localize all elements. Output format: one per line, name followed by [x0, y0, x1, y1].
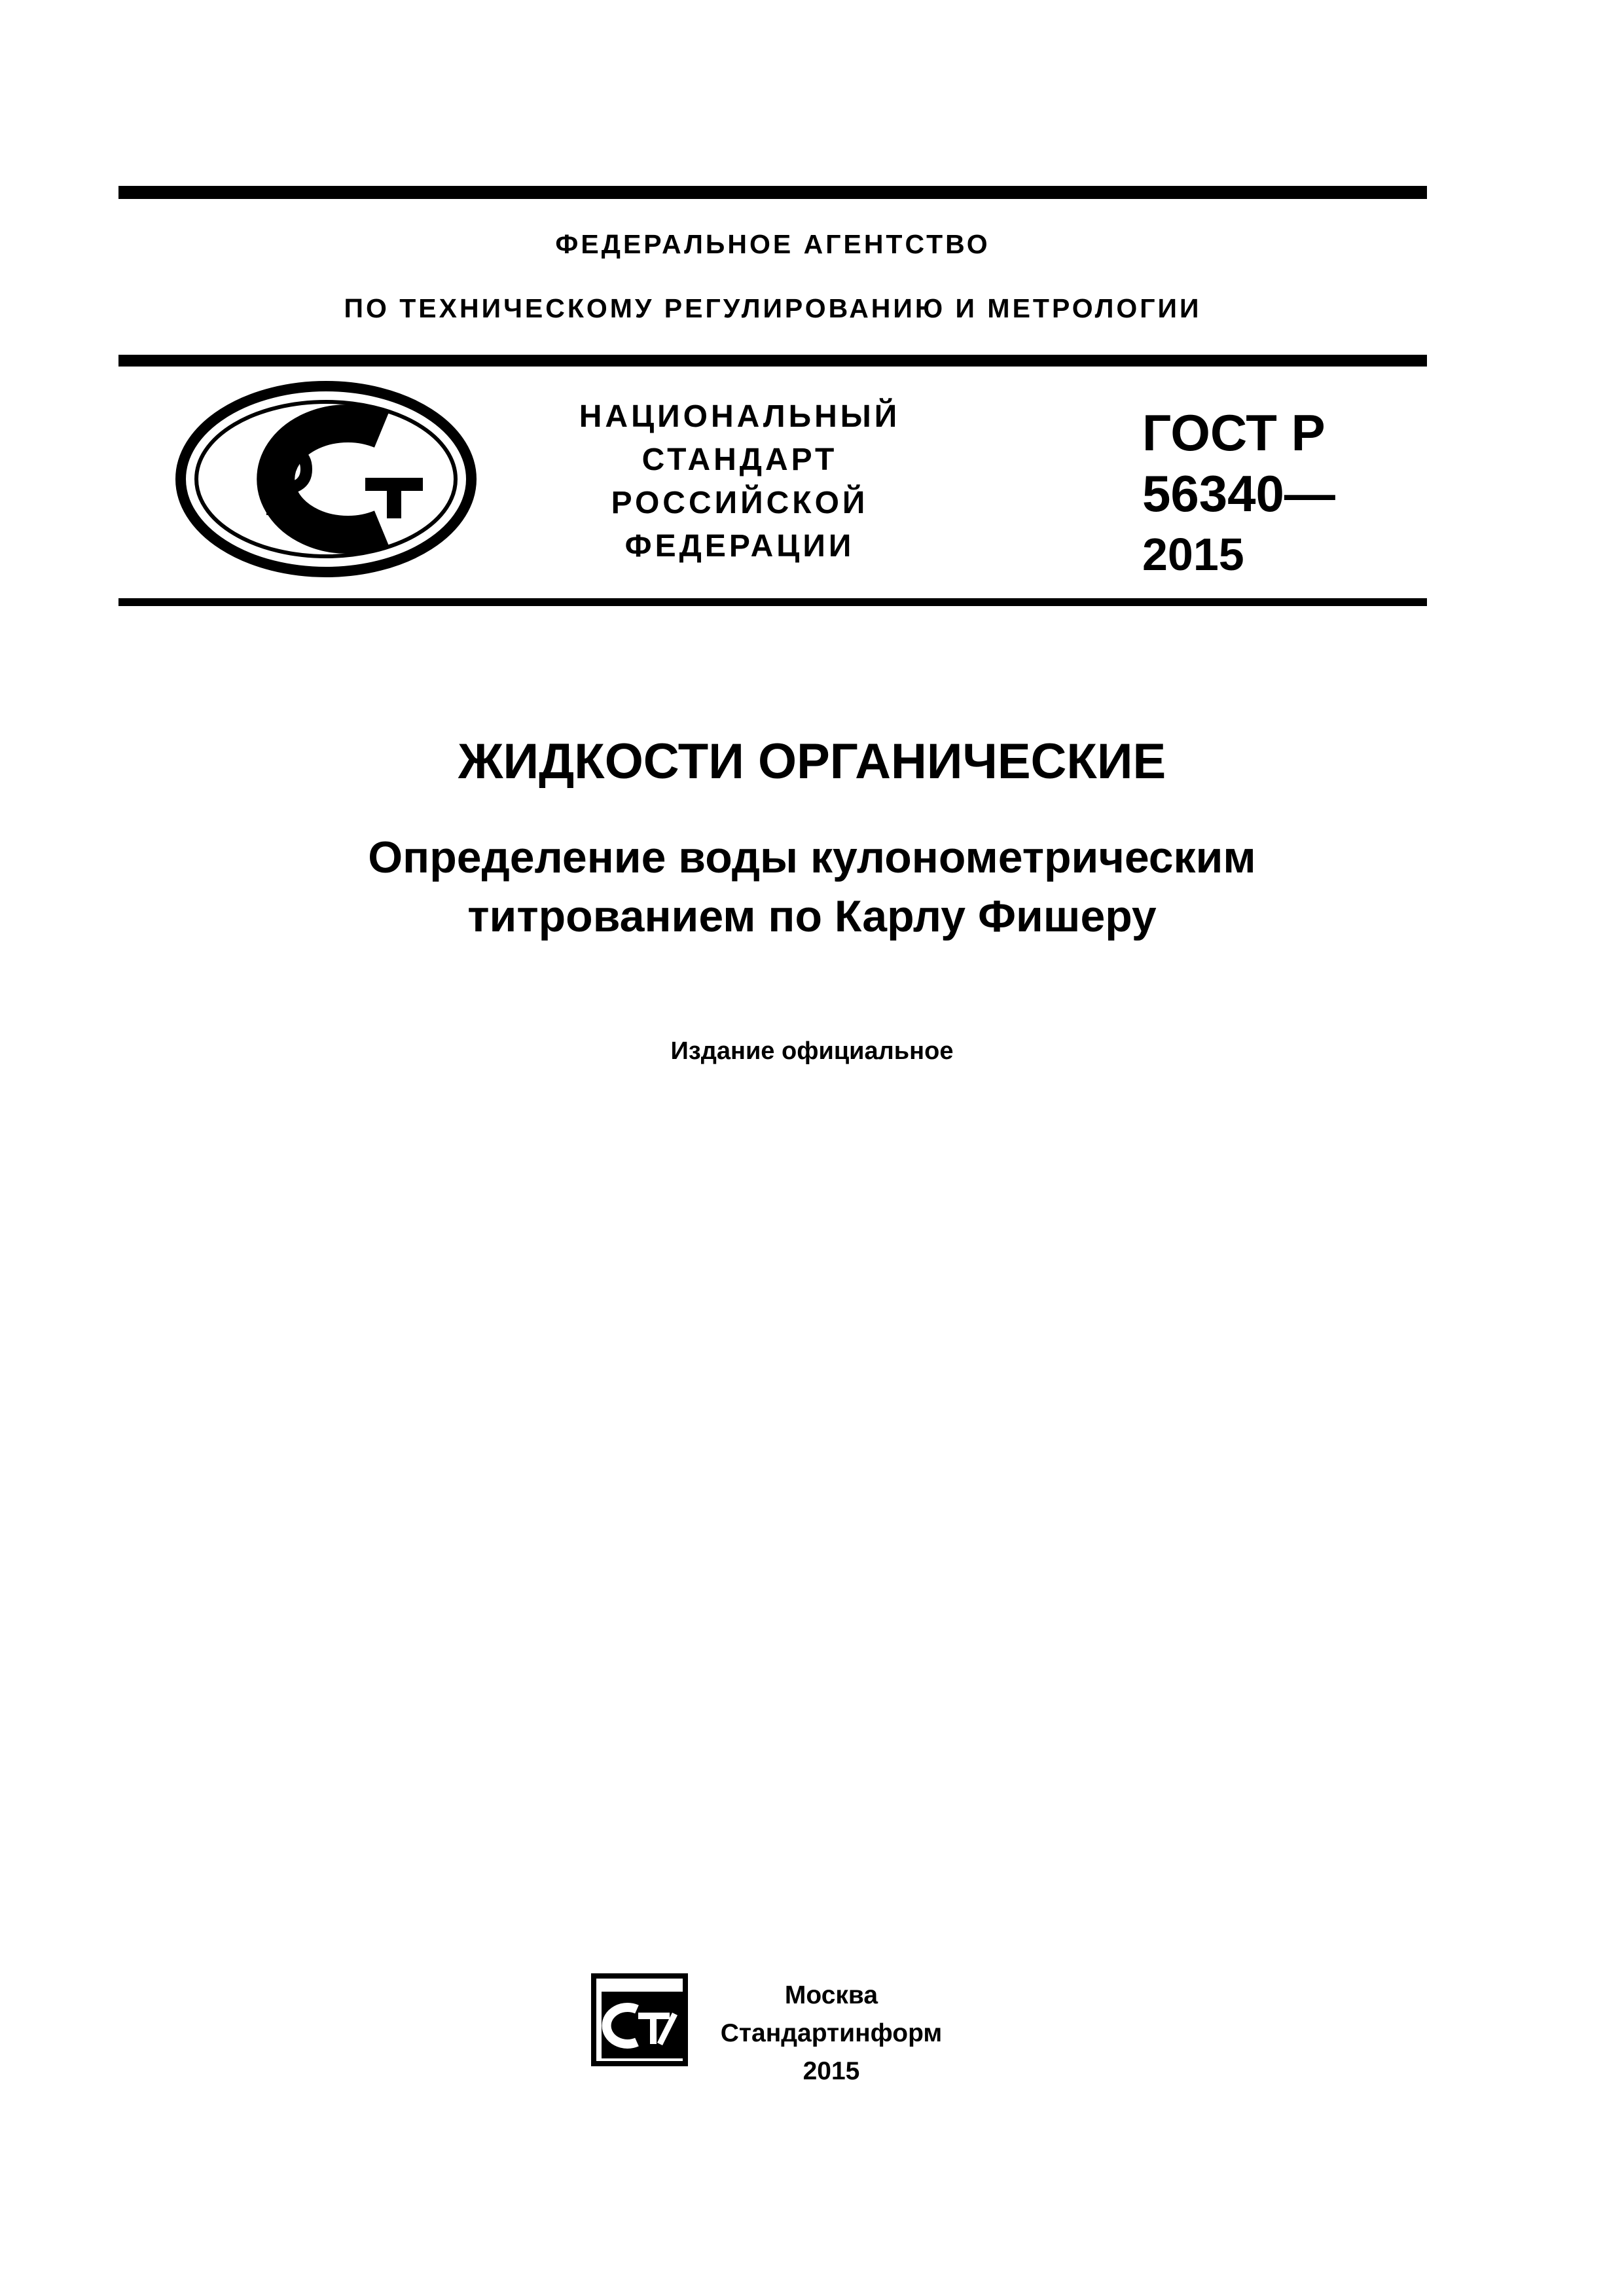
publisher-block [707, 1977, 956, 2090]
national-line: НАЦИОНАЛЬНЫЙ [579, 399, 901, 434]
publisher-name: Стандартинформ [720, 2019, 943, 2047]
national-standard-block [543, 395, 936, 568]
document-subtitle [118, 828, 1506, 946]
gost-code [1142, 403, 1404, 585]
standartinform-logo-icon [591, 1973, 691, 2068]
rst-emblem-icon [175, 381, 477, 577]
document-title: ЖИДКОСТИ ОРГАНИЧЕСКИЕ [458, 734, 1166, 789]
agency-line-2: ПО ТЕХНИЧЕСКОМУ РЕГУЛИРОВАНИЮ И МЕТРОЛОГИИ [344, 293, 1202, 323]
block-rule [118, 598, 1427, 606]
gost-code-line: 2015 [1142, 529, 1244, 580]
gost-code-line: 56340— [1142, 465, 1335, 522]
edition-label: Издание официальное [670, 1037, 954, 1065]
national-line: СТАНДАРТ [641, 442, 838, 477]
publisher-city: Москва [784, 1981, 878, 2009]
subtitle-line: титрованием по Карлу Фишеру [467, 891, 1157, 941]
national-line: ФЕДЕРАЦИИ [624, 529, 855, 564]
header-rule [118, 355, 1427, 367]
publisher-year: 2015 [803, 2057, 860, 2085]
subtitle-line: Определение воды кулонометрическим [368, 833, 1256, 882]
top-rule [118, 186, 1427, 199]
agency-line-1: ФЕДЕРАЛЬНОЕ АГЕНТСТВО [555, 229, 990, 259]
national-line: РОССИЙСКОЙ [611, 486, 869, 520]
gost-code-line: ГОСТ Р [1142, 404, 1326, 461]
